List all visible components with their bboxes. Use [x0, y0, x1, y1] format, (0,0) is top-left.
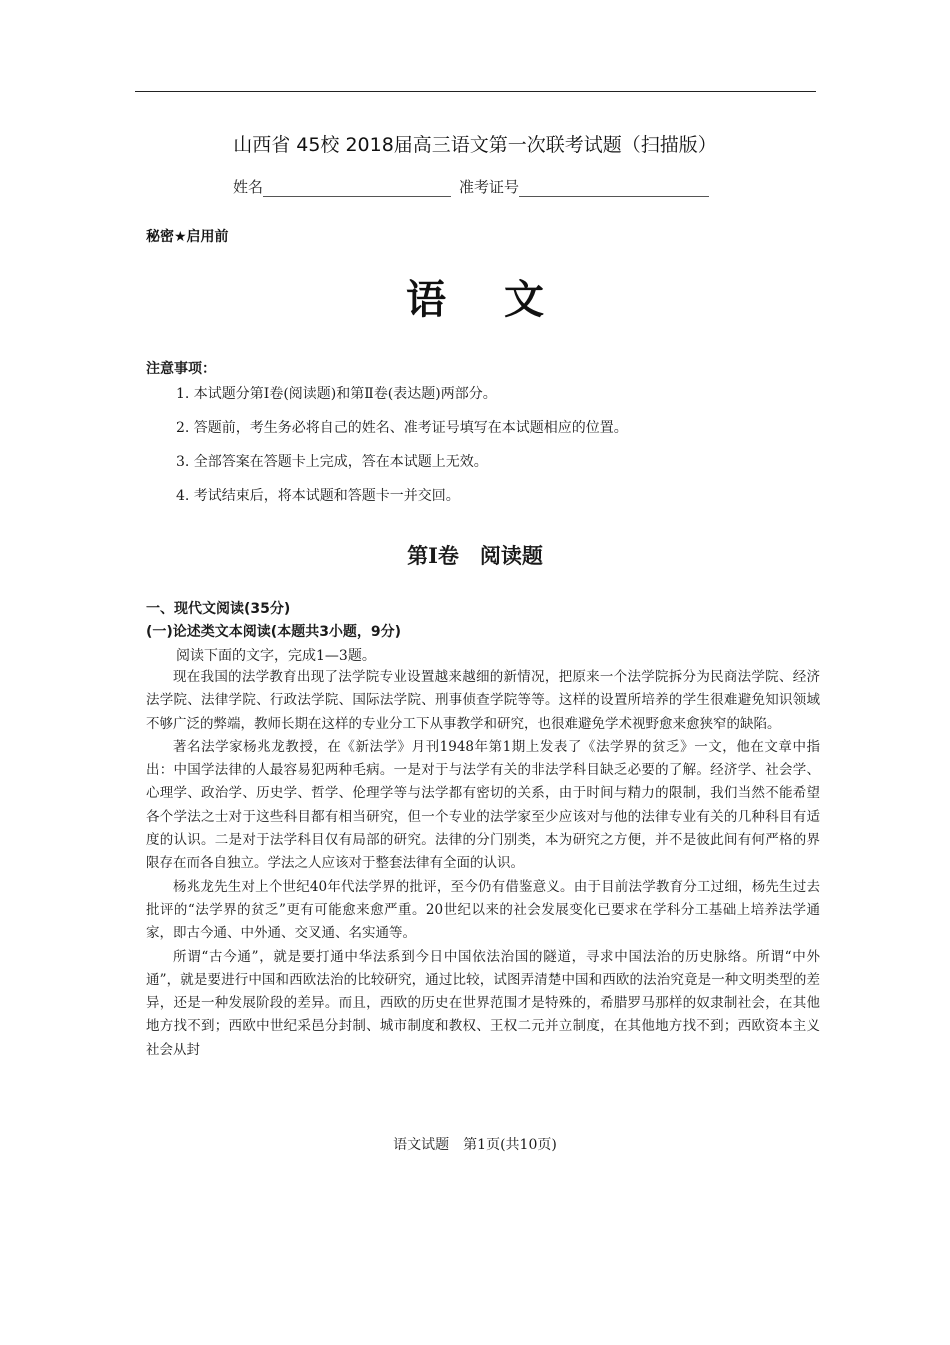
passage-paragraph: 著名法学家杨兆龙教授，在《新法学》月刊1948年第1期上发表了《法学界的贫乏》一文，他在文章中指出：中国学法律的人最容易犯两种毛病。一是对于与法学有关的非法学科目缺乏必要的了解。经济学、社会学、心理学、政治学、历史学、哲学、伦理学等与法学都有密切的关系，由于时间与精力的限制，我们当然不能希望各个学法之士对于这些科目都有相当研究，但一个专业的法学家至少应该对与他的法律专业有关的几种科目有适度的认识。二是对于法学科目仅有局部的研究。法律的分门别类，本为研究之方便，并不是彼此间有何严格的界限存在而各自独立。学法之人应该对于整套法律有全面的认识。 — [146, 738, 820, 872]
reading-passage — [146, 666, 820, 1062]
exam-id-field[interactable] — [519, 182, 709, 197]
name-field[interactable] — [263, 182, 451, 197]
confidential-mark: 秘密★启用前 — [146, 229, 229, 245]
note-item: 3. 全部答案在答题卡上完成，答在本试题上无效。 — [176, 454, 488, 470]
note-item: 4. 考试结束后，将本试题和答题卡一并交回。 — [176, 488, 460, 504]
notes-list — [176, 384, 628, 520]
reading-instruction: 阅读下面的文字，完成1—3题。 — [176, 648, 376, 664]
notes-heading: 注意事项： — [146, 361, 216, 377]
part-title: 第Ⅰ卷 阅读题 — [407, 543, 543, 568]
section-heading: 一、现代文阅读(35分) — [146, 601, 291, 617]
candidate-info-row — [233, 176, 709, 197]
passage-paragraph: 所谓“古今通”，就是要打通中华法系到今日中国依法治国的隧道，寻求中国法治的历史脉络。所谓“中外通”，就是要进行中国和西欧法治的比较研究，通过比较，试图弄清楚中国和西欧的法治究竟是一种文明类型的差异，还是一种发展阶段的差异。而且，西欧的历史在世界范围才是特殊的，希腊罗马那样的奴隶制社会，在其他地方找不到；西欧中世纪采邑分封制、城市制度和教权、王权二元并立制度，在其他地方找不到；西欧资本主义社会从封 — [146, 948, 820, 1058]
subsection-heading: (一)论述类文本阅读(本题共3小题，9分) — [146, 624, 402, 640]
exam-id-label: 准考证号 — [459, 178, 520, 196]
subject-title: 语文 — [406, 276, 602, 323]
note-item: 1. 本试题分第Ⅰ卷(阅读题)和第Ⅱ卷(表达题)两部分。 — [176, 386, 497, 402]
document-title: 山西省 45校 2018届高三语文第一次联考试题（扫描版） — [233, 134, 717, 156]
header-rule — [135, 91, 816, 92]
name-label: 姓名 — [233, 178, 264, 196]
passage-paragraph: 现在我国的法学教育出现了法学院专业设置越来越细的新情况，把原来一个法学院拆分为民商法学院、经济法学院、法律学院、行政法学院、国际法学院、刑事侦查学院等等。这样的设置所培养的学生很难避免知识领域不够广泛的弊端，教师长期在这样的专业分工下从事教学和研究，也很难避免学术视野愈来愈狭窄的缺陷。 — [146, 669, 820, 732]
note-item: 2. 答题前，考生务必将自己的姓名、准考证号填写在本试题相应的位置。 — [176, 420, 628, 436]
page-footer: 语文试题 第1页(共10页) — [393, 1137, 557, 1153]
passage-paragraph: 杨兆龙先生对上个世纪40年代法学界的批评，至今仍有借鉴意义。由于目前法学教育分工过细，杨先生过去批评的“法学界的贫乏”更有可能愈来愈严重。20世纪以来的社会发展变化已要求在学科分工基础上培养法学通家，即古今通、中外通、交叉通、名实通等。 — [146, 878, 820, 942]
